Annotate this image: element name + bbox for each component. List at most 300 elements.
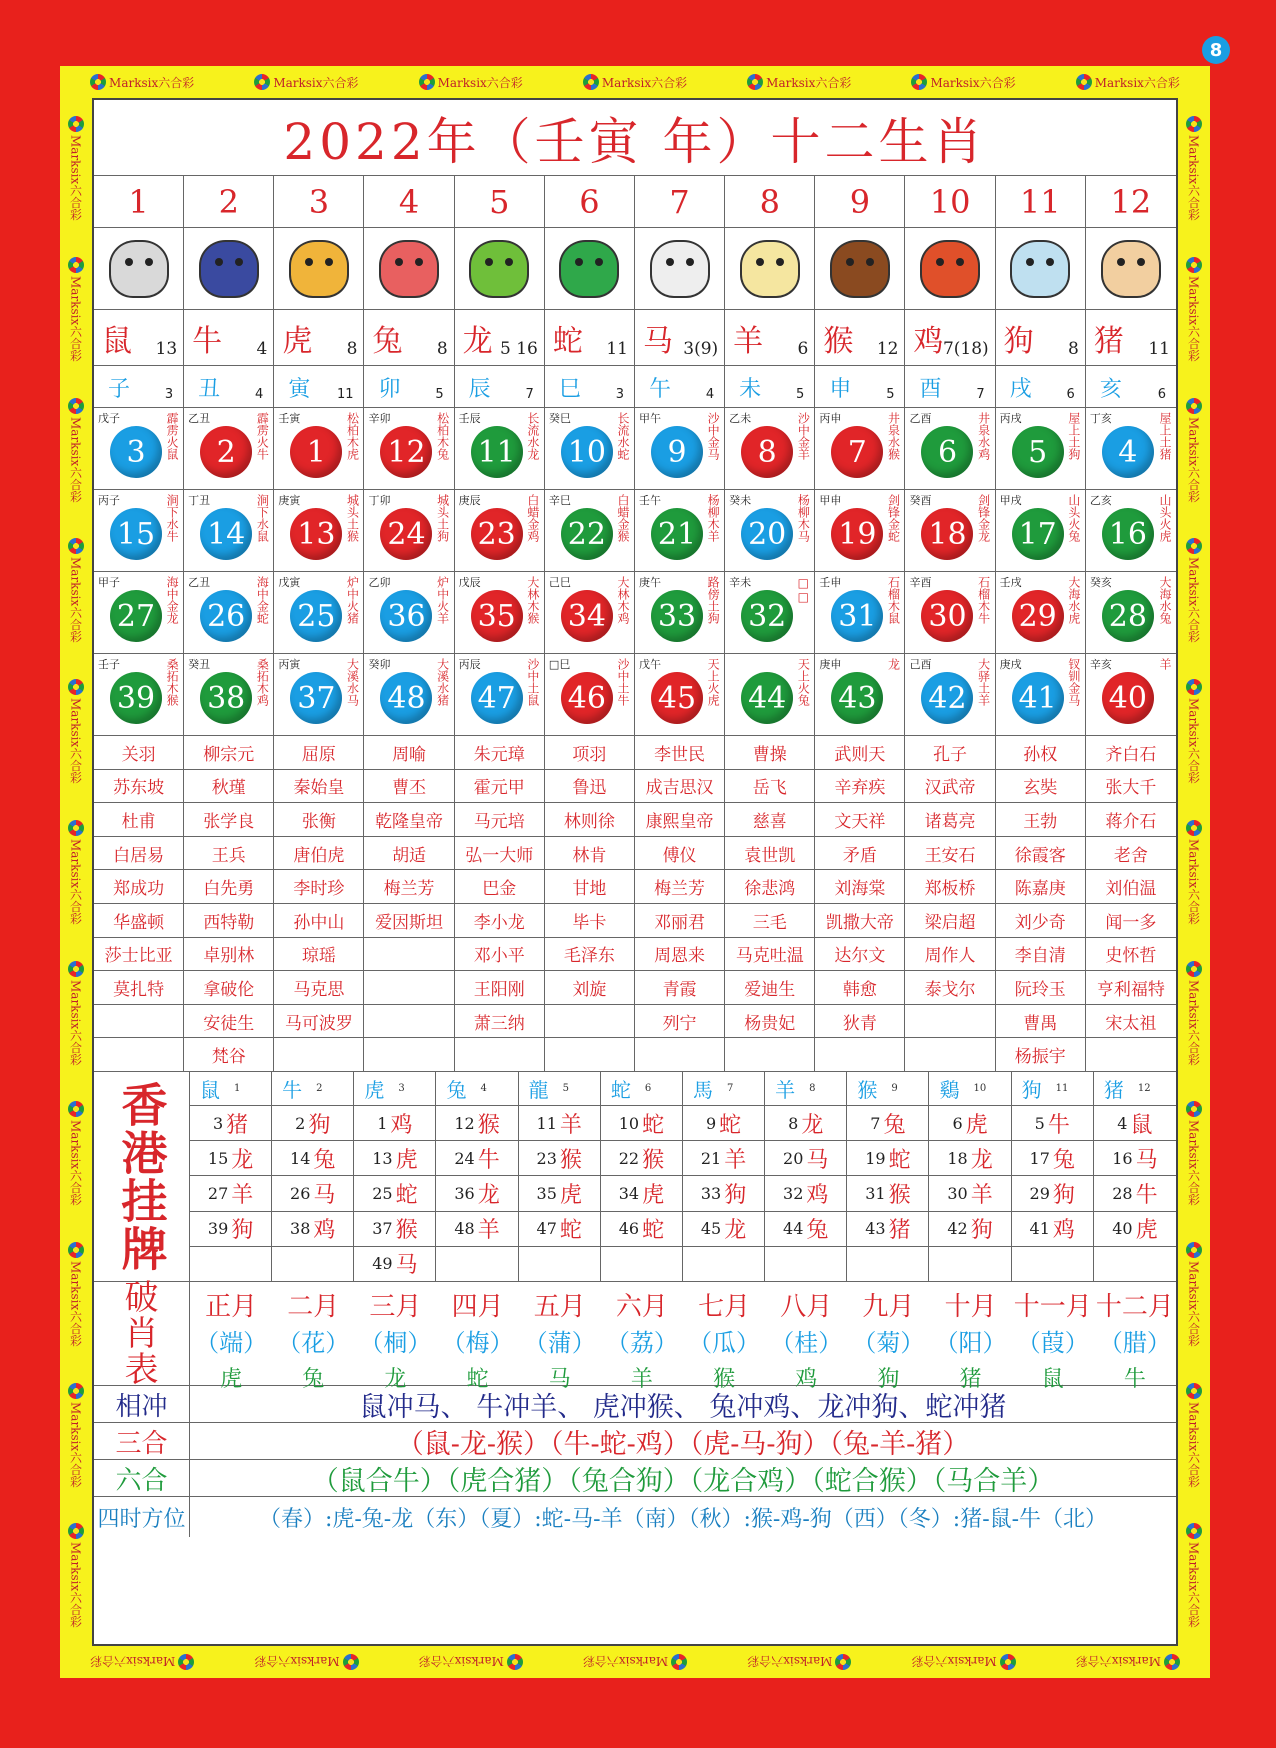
branch-cell [184, 366, 274, 408]
hk-zodiac: 狗 [970, 1218, 993, 1244]
poxiao-column [190, 1282, 272, 1393]
famous-person: 卓别林 [184, 938, 274, 972]
stem-branch-label: 丙辰 [458, 658, 481, 671]
famous-person: 三毛 [725, 904, 815, 938]
hk-number: 42 [947, 1219, 968, 1239]
famous-person: 项羽 [545, 736, 635, 770]
zodiac-count: 6 [797, 339, 809, 359]
famous-person: 关羽 [94, 736, 184, 770]
hk-zodiac: 羊 [559, 1112, 582, 1138]
famous-person [94, 1005, 184, 1039]
watermark-item [747, 74, 851, 91]
branch-cell [1086, 366, 1176, 408]
stem-branch-label: 壬子 [98, 658, 120, 671]
branch-count: 4 [255, 387, 264, 402]
famous-person [905, 1005, 995, 1039]
famous-person [815, 1038, 905, 1072]
hk-item [683, 1247, 765, 1282]
famous-person: 宋太祖 [1086, 1005, 1176, 1039]
flower-logo-icon [1186, 1523, 1202, 1539]
poxiao-column [765, 1282, 847, 1393]
hk-item [354, 1176, 436, 1211]
animal-picture-cell [274, 228, 364, 310]
hk-item [519, 1141, 601, 1176]
flower-logo-icon [68, 1383, 84, 1399]
hk-item [929, 1212, 1011, 1247]
page-number-badge: 8 [1202, 36, 1230, 64]
element-label: 大驿土羊 [976, 658, 991, 706]
hk-header [1012, 1072, 1094, 1106]
famous-person: 青霞 [635, 971, 725, 1005]
poster-frame [60, 66, 1210, 1678]
hk-item [1012, 1141, 1094, 1176]
hk-item [601, 1141, 683, 1176]
famous-person: 秦始皇 [274, 770, 364, 804]
famous-person: 李世民 [635, 736, 725, 770]
monkey-icon [830, 240, 890, 298]
poxiao-column [1012, 1282, 1094, 1393]
ox-icon [199, 240, 259, 298]
number-ball: 16 [1102, 508, 1154, 560]
hk-zodiac: 龙 [477, 1182, 500, 1208]
watermark-text: Marksix六合彩 [90, 1654, 176, 1669]
hk-item [519, 1212, 601, 1247]
watermark-text: Marksix六合彩 [68, 698, 83, 784]
zodiac-name-cell [364, 310, 454, 366]
hk-number: 32 [783, 1183, 804, 1203]
element-label: 涧下水牛 [165, 494, 180, 542]
hk-item [272, 1106, 354, 1141]
watermark-text: Marksix六合彩 [1186, 135, 1201, 221]
branch-cell [725, 366, 815, 408]
flower-logo-icon [1186, 1101, 1202, 1117]
zodiac-name: 鼠 [102, 324, 132, 359]
famous-person: 傅仪 [635, 837, 725, 871]
lunar-month: 十一月 [1013, 1292, 1092, 1322]
ball-cell [635, 408, 725, 490]
famous-person: 杨振宇 [996, 1038, 1086, 1072]
branch-name: 戌 [1009, 377, 1032, 402]
month-number: 11 [996, 176, 1086, 228]
month-number: 2 [184, 176, 274, 228]
stem-branch-label: 癸卯 [368, 658, 391, 671]
famous-person: 文天祥 [815, 803, 905, 837]
element-label: 羊 [1157, 658, 1172, 670]
famous-person: 乾隆皇帝 [364, 803, 454, 837]
famous-person: 武则天 [815, 736, 905, 770]
watermark-text: Marksix六合彩 [1186, 275, 1201, 362]
famous-person: 孔子 [905, 736, 995, 770]
watermark-item [68, 398, 85, 502]
hk-item [847, 1176, 929, 1211]
hk-zodiac: 猴 [888, 1182, 911, 1208]
famous-person: 狄青 [815, 1005, 905, 1039]
number-ball: 9 [651, 426, 703, 478]
watermark-text: Marksix六合彩 [911, 1654, 997, 1669]
hk-number: 43 [865, 1219, 886, 1239]
element-label: 屋上土猪 [1157, 412, 1172, 460]
famous-person: 梅兰芳 [364, 870, 454, 904]
ball-cell [905, 490, 995, 572]
number-ball: 17 [1012, 508, 1064, 560]
hk-item [601, 1106, 683, 1141]
famous-person: 郑成功 [94, 870, 184, 904]
watermark-item [1076, 74, 1180, 91]
famous-person: 安徒生 [184, 1005, 274, 1039]
number-ball: 30 [921, 590, 973, 642]
hk-number: 19 [865, 1148, 886, 1168]
element-label: 霹雳火牛 [255, 412, 270, 460]
famous-person: 周喻 [364, 736, 454, 770]
poxiao-column [354, 1282, 436, 1393]
hk-zodiac: 蛇 [642, 1218, 665, 1244]
hk-number: 7 [870, 1113, 881, 1133]
stem-branch-label: 辛酉 [909, 576, 932, 589]
famous-person [364, 938, 454, 972]
famous-person: 马可波罗 [274, 1005, 364, 1039]
hk-header-number: 7 [726, 1083, 734, 1094]
watermark-item [68, 679, 85, 783]
number-ball: 18 [921, 508, 973, 560]
famous-person: 莎士比亚 [94, 938, 184, 972]
hk-item [847, 1212, 929, 1247]
hk-item [847, 1247, 929, 1282]
hk-number: 21 [700, 1148, 722, 1168]
hk-zodiac: 马 [806, 1147, 829, 1173]
flower-logo-icon [90, 74, 106, 90]
page-title: 2022年（壬寅 年）十二生肖 [94, 100, 1176, 176]
animal-picture-cell [815, 228, 905, 310]
month-flower: （荔） [605, 1329, 678, 1357]
hk-item [1094, 1212, 1176, 1247]
ball-cell [94, 654, 184, 736]
number-ball: 20 [741, 508, 793, 560]
flower-logo-icon [1186, 116, 1202, 132]
element-label: 剑锋金龙 [976, 494, 991, 542]
famous-person: 刘伯温 [1086, 870, 1176, 904]
hk-header [519, 1072, 601, 1106]
flower-logo-icon [1186, 820, 1202, 836]
famous-person: 曹丕 [364, 770, 454, 804]
number-ball: 5 [1012, 426, 1064, 478]
famous-person: 马克思 [274, 971, 364, 1005]
hk-number: 35 [536, 1183, 557, 1203]
element-label: 城头土猴 [345, 494, 360, 542]
zodiac-name: 猴 [823, 324, 854, 359]
number-ball: 29 [1012, 590, 1064, 642]
hk-item [765, 1106, 847, 1141]
hk-number: 45 [700, 1219, 722, 1239]
watermark-text: Marksix六合彩 [1186, 979, 1201, 1065]
animal-picture-row [94, 228, 1176, 310]
ball-cell [1086, 490, 1176, 572]
hk-header [436, 1072, 518, 1106]
stem-branch-label: 甲申 [819, 494, 842, 507]
ball-cell [455, 490, 545, 572]
animal-picture-cell [905, 228, 995, 310]
branch-name: 丑 [198, 377, 221, 402]
watermark-text: Marksix六合彩 [1186, 557, 1201, 643]
hk-number: 24 [454, 1148, 475, 1168]
hk-item [765, 1247, 847, 1282]
branch-count: 6 [1066, 387, 1075, 402]
famous-person: 爱因斯坦 [364, 904, 454, 938]
ball-cell [1086, 572, 1176, 654]
zodiac-count: 3(9) [683, 339, 719, 359]
zodiac-count: 12 [876, 339, 899, 359]
famous-person [364, 1005, 454, 1039]
branch-cell [94, 366, 184, 408]
stem-branch-label: 乙丑 [188, 576, 211, 589]
ball-cell [905, 408, 995, 490]
stem-branch-label: 乙亥 [1089, 494, 1112, 507]
stem-branch-label: 甲子 [98, 576, 120, 589]
flower-logo-icon [68, 1101, 84, 1117]
hk-item [190, 1176, 272, 1211]
hk-zodiac: 龙 [231, 1147, 254, 1173]
famous-person: 张大千 [1086, 770, 1176, 804]
hk-zodiac: 牛 [477, 1147, 500, 1173]
watermark-item [68, 116, 85, 220]
watermark-text: Marksix六合彩 [68, 1401, 83, 1487]
poxiao-column [847, 1282, 929, 1393]
watermark-item [68, 1383, 85, 1487]
famous-person: 王阳刚 [455, 971, 545, 1005]
lunar-month: 三月 [369, 1292, 422, 1322]
hk-number: 33 [700, 1183, 722, 1203]
number-ball: 39 [110, 672, 162, 724]
hk-item [683, 1212, 765, 1247]
famous-person: 拿破伦 [184, 971, 274, 1005]
stem-branch-label: 戊寅 [278, 576, 301, 589]
famous-person: 马元培 [455, 803, 545, 837]
famous-person: 刘少奇 [996, 904, 1086, 938]
sishi-value: （春）:虎-兔-龙（东）（夏）:蛇-马-羊（南）（秋）:猴-鸡-狗（西）（冬）:猪-鼠-牛（北） [258, 1506, 1108, 1532]
famous-person: 梅兰芳 [635, 870, 725, 904]
famous-person: 张学良 [184, 803, 274, 837]
ball-cell [815, 408, 905, 490]
famous-person: 韩愈 [815, 971, 905, 1005]
hk-header-number: 6 [644, 1083, 652, 1094]
famous-person: 史怀哲 [1086, 938, 1176, 972]
element-label: 大海水兔 [1157, 576, 1172, 624]
zodiac-name: 狗 [1003, 324, 1034, 359]
hk-item [1094, 1176, 1176, 1211]
famous-person [1086, 1038, 1176, 1072]
number-ball: 38 [200, 672, 252, 724]
famous-person: 达尔文 [815, 938, 905, 972]
hk-number: 49 [372, 1254, 393, 1274]
hk-number: 10 [618, 1113, 640, 1133]
hk-number: 37 [372, 1219, 393, 1239]
zodiac-table [92, 98, 1178, 1646]
lunar-month: 九月 [862, 1292, 915, 1322]
ball-cell [815, 654, 905, 736]
hk-zodiac: 猴 [395, 1218, 418, 1244]
hk-item [1094, 1106, 1176, 1141]
watermark-text: Marksix六合彩 [437, 75, 523, 90]
famous-person: 陈嘉庚 [996, 870, 1086, 904]
number-ball: 10 [561, 426, 613, 478]
famous-person: 琼瑶 [274, 938, 364, 972]
number-ball: 37 [290, 672, 342, 724]
element-label: 涧下水鼠 [255, 494, 270, 542]
zodiac-count: 13 [155, 339, 178, 359]
hk-number: 15 [207, 1148, 229, 1168]
month-number: 9 [815, 176, 905, 228]
watermark-text: Marksix六合彩 [254, 1654, 340, 1669]
zodiac-name-cell [725, 310, 815, 366]
ball-cell [184, 408, 274, 490]
famous-person [635, 1038, 725, 1072]
flower-logo-icon [747, 74, 763, 90]
element-label: 山头火虎 [1157, 494, 1172, 542]
hk-header-zodiac: 馬 [692, 1078, 713, 1102]
famous-person: 孙中山 [274, 904, 364, 938]
famous-person: 杜甫 [94, 803, 184, 837]
number-ball: 14 [200, 508, 252, 560]
hk-header-zodiac: 鼠 [200, 1078, 220, 1102]
famous-person: 孙权 [996, 736, 1086, 770]
sanhe-label: 三合 [94, 1423, 190, 1459]
hk-number: 20 [783, 1148, 804, 1168]
hk-zodiac: 兔 [313, 1147, 336, 1173]
hk-listing-section [94, 1072, 1176, 1282]
hk-zodiac: 鸡 [1052, 1218, 1075, 1244]
number-ball: 33 [651, 590, 703, 642]
poxiao-column [929, 1282, 1011, 1393]
famous-person: 杨贵妃 [725, 1005, 815, 1039]
watermark-band-right [1178, 98, 1210, 1646]
flower-logo-icon [68, 820, 84, 836]
hk-number: 26 [290, 1183, 311, 1203]
watermark-item [1186, 961, 1203, 1065]
famous-person: 泰戈尔 [905, 971, 995, 1005]
number-ball: 43 [831, 672, 883, 724]
watermark-text: Marksix六合彩 [1186, 1120, 1201, 1206]
hk-item [683, 1176, 765, 1211]
hk-number: 3 [212, 1113, 224, 1133]
branch-name: 卯 [378, 377, 401, 402]
watermark-item [583, 74, 687, 91]
hk-header-number: 9 [891, 1083, 898, 1094]
ball-cell [815, 490, 905, 572]
hk-zodiac: 鸡 [806, 1182, 829, 1208]
hk-item [436, 1106, 518, 1141]
famous-person: 萧三纳 [455, 1005, 545, 1039]
zodiac-name: 马 [642, 324, 673, 359]
ball-cell [725, 408, 815, 490]
zodiac-name: 龙 [462, 324, 493, 359]
branch-count: 6 [1157, 387, 1166, 402]
watermark-item [68, 1242, 85, 1346]
ball-cell [905, 654, 995, 736]
poxiao-column [601, 1282, 683, 1393]
number-ball: 32 [741, 590, 793, 642]
month-number: 8 [725, 176, 815, 228]
stem-branch-label: 乙未 [729, 412, 752, 425]
element-label: 海中金龙 [165, 576, 180, 624]
hk-header-number: 11 [1055, 1083, 1069, 1094]
stem-branch-label: 戊辰 [458, 576, 481, 589]
watermark-text: Marksix六合彩 [930, 75, 1016, 90]
famous-person: 华盛顿 [94, 904, 184, 938]
hk-header-number: 2 [316, 1083, 323, 1094]
hk-header-zodiac: 蛇 [610, 1078, 631, 1102]
hk-header-number: 5 [562, 1083, 570, 1094]
number-ball: 3 [110, 426, 162, 478]
famous-person: 朱元璋 [455, 736, 545, 770]
flower-logo-icon [68, 538, 84, 554]
month-number: 6 [545, 176, 635, 228]
poxiao-column [1094, 1282, 1176, 1393]
element-label: 屋上土狗 [1066, 412, 1081, 460]
hk-header-number: 12 [1137, 1083, 1151, 1094]
watermark-text: Marksix六合彩 [68, 135, 83, 221]
ball-cell [635, 654, 725, 736]
flower-logo-icon [1186, 398, 1202, 414]
watermark-text: Marksix六合彩 [68, 1120, 83, 1206]
branch-count: 5 [435, 387, 444, 402]
element-label: 霹雳火鼠 [165, 412, 180, 460]
watermark-text: Marksix六合彩 [68, 557, 83, 643]
ball-cell [455, 572, 545, 654]
element-label: 大溪水猪 [435, 658, 450, 706]
hk-zodiac: 蛇 [642, 1112, 665, 1138]
watermark-item [1186, 257, 1203, 361]
watermark-item [1186, 398, 1203, 502]
month-number: 5 [455, 176, 545, 228]
stem-branch-label: 壬辰 [458, 412, 481, 425]
watermark-text: Marksix六合彩 [1186, 1261, 1201, 1347]
hk-zodiac: 羊 [724, 1147, 747, 1173]
hk-header [847, 1072, 929, 1106]
hk-number: 34 [618, 1183, 640, 1203]
watermark-item [911, 1654, 1015, 1671]
hk-number: 41 [1029, 1219, 1050, 1239]
watermark-text: Marksix六合彩 [1186, 698, 1201, 784]
month-number: 12 [1086, 176, 1176, 228]
hk-item [601, 1176, 683, 1211]
famous-person: 曹禺 [996, 1005, 1086, 1039]
element-label: 白蜡金鸡 [525, 494, 540, 542]
hk-number: 30 [947, 1183, 968, 1203]
poxiao-title-char: 肖 [124, 1313, 159, 1354]
element-label: 杨柳木羊 [706, 494, 721, 542]
ball-cell [364, 408, 454, 490]
famous-person: 诸葛亮 [905, 803, 995, 837]
hk-header-zodiac: 龍 [528, 1078, 549, 1102]
hk-zodiac: 虎 [1135, 1218, 1158, 1244]
element-label: 桑拓木猴 [165, 658, 180, 706]
xiangchong-row [94, 1386, 1176, 1423]
hk-item [601, 1247, 683, 1282]
broken-zodiac: 牛 [1123, 1367, 1146, 1392]
stem-branch-label: 庚辰 [458, 494, 481, 507]
ball-cell [545, 490, 635, 572]
watermark-text: Marksix六合彩 [1094, 75, 1180, 90]
famous-person: 梁启超 [905, 904, 995, 938]
liuhe-row [94, 1460, 1176, 1497]
element-label: 沙中土鼠 [525, 658, 540, 706]
broken-zodiac: 鸡 [795, 1367, 818, 1392]
branch-cell [274, 366, 364, 408]
zodiac-name: 虎 [282, 324, 313, 359]
element-label: 杨柳木马 [796, 494, 811, 542]
hk-zodiac: 羊 [477, 1218, 500, 1244]
famous-person: 蒋介石 [1086, 803, 1176, 837]
famous-person [725, 1038, 815, 1072]
